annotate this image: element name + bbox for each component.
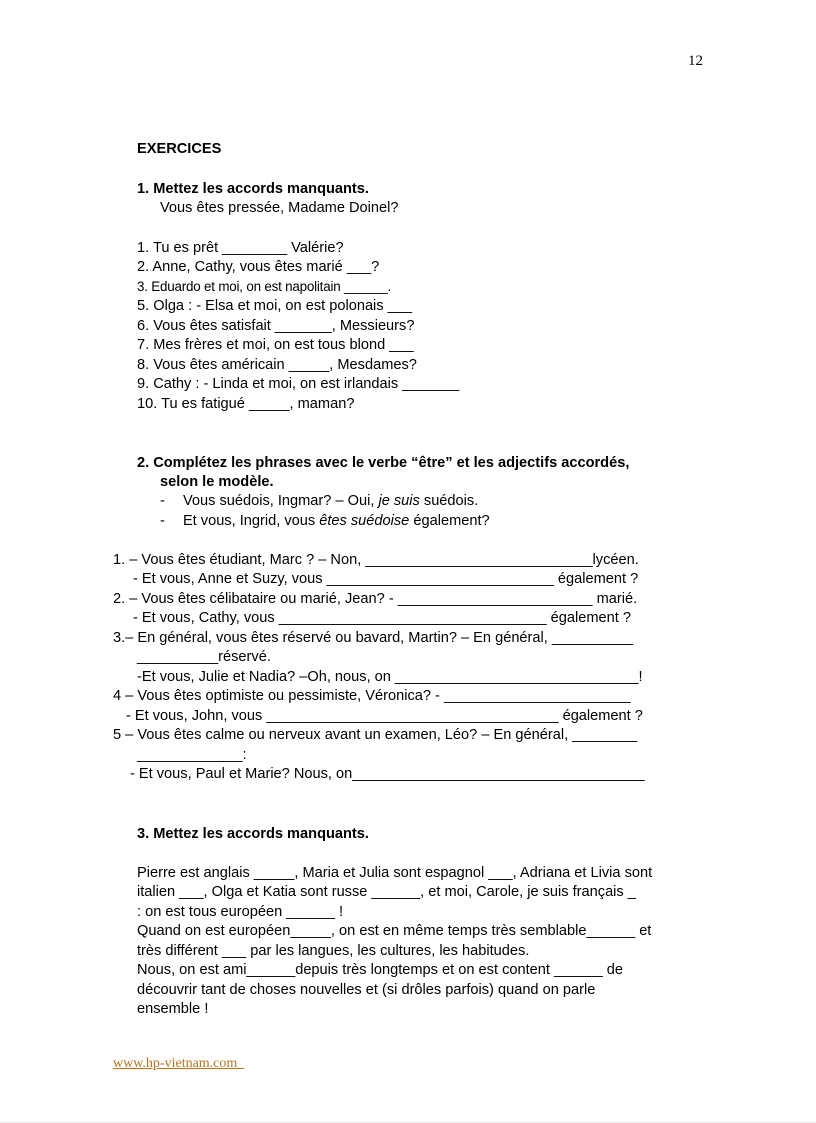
exercise-2-line: 4 – Vous êtes optimiste ou pessimiste, Véronica? - _______________________ [113, 688, 631, 704]
exercise-2-line: 2. – Vous êtes célibataire ou marié, Jean? - ________________________ marié. [113, 591, 638, 607]
exercise-1-item: 9. Cathy : - Linda et moi, on est irlandais _______ [137, 376, 460, 392]
exercise-1-item: 5. Olga : - Elsa et moi, on est polonais ___ [137, 298, 413, 314]
exercise-1-item: 1. Tu es prêt ________ Valérie? [137, 240, 344, 256]
exercise-1-example: Vous êtes pressée, Madame Doinel? [160, 200, 399, 216]
exercise-1-item: 7. Mes frères et moi, on est tous blond ___ [137, 337, 414, 353]
page-number: 12 [688, 53, 703, 69]
exercise-2-line: - Et vous, Paul et Marie? Nous, on____________________________________ [130, 766, 645, 782]
page-heading: EXERCICES [137, 141, 222, 157]
exercise-3-title: 3. Mettez les accords manquants. [137, 826, 369, 842]
model-text: également? [413, 513, 490, 529]
model-text: Et vous, Ingrid, vous [182, 513, 316, 529]
exercise-1-item: 3. Eduardo et moi, on est napolitain ______. [137, 279, 391, 294]
exercise-2-line: 1. – Vous êtes étudiant, Marc ? – Non, ____________________________lycéen. [113, 552, 639, 568]
model-answer: êtes suédoise [319, 513, 410, 529]
model-sentence-2 [160, 512, 490, 530]
exercise-3-line: très différent ___ par les langues, les cultures, les habitudes. [137, 943, 530, 959]
exercise-2-line: 5 – Vous êtes calme ou nerveux avant un examen, Léo? – En général, ________ [113, 727, 638, 743]
exercise-2-title: 2. Complétez les phrases avec le verbe “être” et les adjectifs accordés, [137, 455, 630, 471]
exercise-3-line: découvrir tant de choses nouvelles et (si drôles parfois) quand on parle [137, 982, 596, 998]
exercise-1-item: 8. Vous êtes américain _____, Mesdames? [137, 357, 417, 373]
exercise-1-title: 1. Mettez les accords manquants. [137, 181, 369, 197]
exercise-1-item: 2. Anne, Cathy, vous êtes marié ___? [137, 259, 380, 275]
exercise-2-line: _____________: [137, 747, 247, 763]
exercise-1-item: 10. Tu es fatigué _____, maman? [137, 396, 355, 412]
exercise-3-line: Nous, on est ami______depuis très longtemps et on est content ______ de [137, 962, 623, 978]
exercise-3-line: Quand on est européen_____, on est en même temps très semblable______ et [137, 923, 652, 939]
exercise-2-line: - Et vous, John, vous ____________________________________ également ? [126, 708, 643, 724]
exercise-2-line: - Et vous, Anne et Suzy, vous ____________________________ également ? [133, 571, 639, 587]
model-dash: - [160, 493, 165, 509]
exercise-2-line: - Et vous, Cathy, vous _________________________________ également ? [133, 610, 631, 626]
exercise-3-line: : on est tous européen ______ ! [137, 904, 344, 920]
model-text: Vous suédois, Ingmar? – Oui, [182, 493, 375, 509]
footer-website-link[interactable]: www.hp-vietnam.com [113, 1056, 245, 1071]
exercise-2-title-line2: selon le modèle. [160, 474, 274, 490]
exercise-3-line: ensemble ! [137, 1001, 209, 1017]
exercise-3-line: Pierre est anglais _____, Maria et Julia sont espagnol ___, Adriana et Livia sont [137, 865, 653, 881]
model-answer: je suis [378, 493, 420, 509]
model-sentence-1 [160, 492, 478, 510]
exercise-2-line: __________réservé. [137, 649, 271, 665]
exercise-3-line: italien ___, Olga et Katia sont russe ______, et moi, Carole, je suis français _ [137, 884, 636, 900]
model-dash: - [160, 513, 165, 529]
model-text: suédois. [423, 493, 479, 509]
exercise-2-line: -Et vous, Julie et Nadia? –Oh, nous, on ______________________________! [137, 669, 643, 685]
exercise-1-item: 6. Vous êtes satisfait _______, Messieurs? [137, 318, 415, 334]
exercise-2-line: 3.– En général, vous êtes réservé ou bavard, Martin? – En général, __________ [113, 630, 634, 646]
